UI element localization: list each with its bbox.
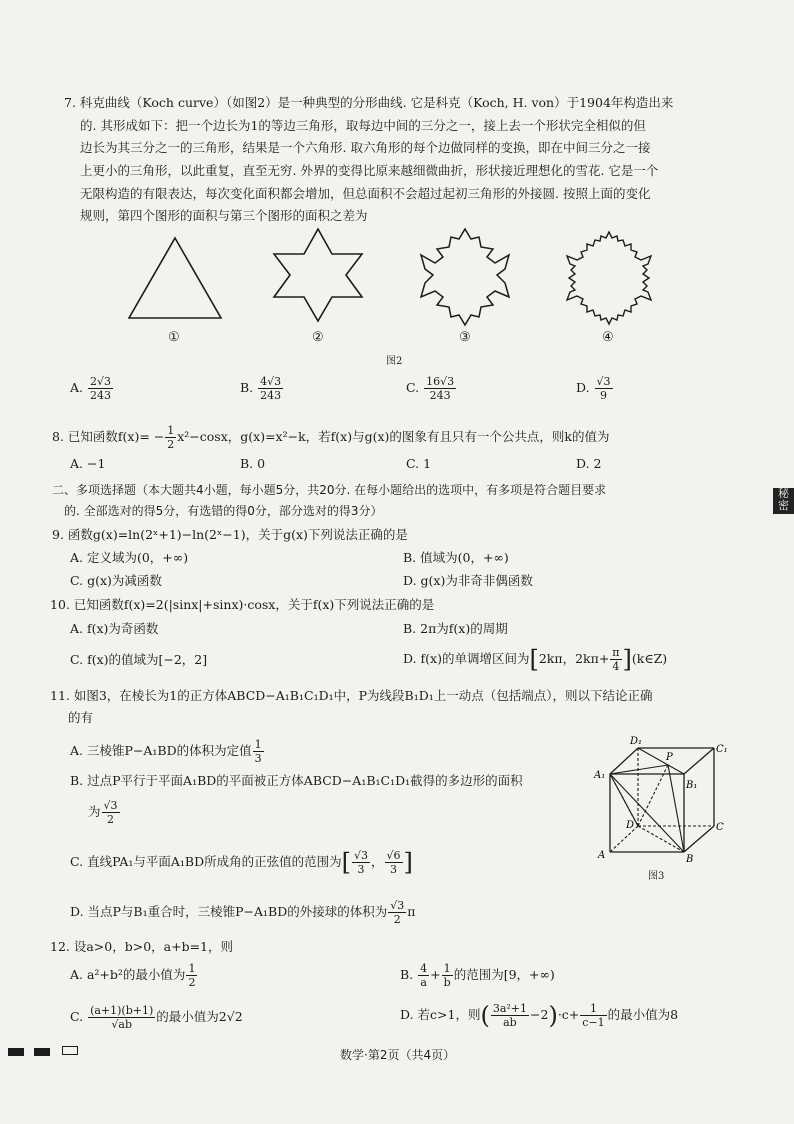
q9-option-c: C. g(x)为减函数: [70, 573, 162, 588]
q11-option-a: A. 三棱锥P−A₁BD的体积为定值 $\frac{1}{3}$: [70, 738, 262, 765]
cube-label-d: D: [626, 820, 635, 831]
q10-stem: 10. 已知函数f(x)=2(|sinx|+sinx)·cosx，关于f(x)下列说法正确的是: [50, 597, 435, 612]
q7-option-d: D. $\frac{√3}{9}$: [576, 375, 611, 402]
cube-label-c: C: [716, 822, 724, 833]
section-2-heading-line-1: 二、多项选择题（本大题共4小题，每小题5分，共20分. 在每小题给出的选项中，有多项是符合题目要求: [52, 483, 607, 497]
q11-stem-line-2: 的有: [68, 710, 94, 725]
q7-line-2: 的. 其形成如下：把一个边长为1的等边三角形，取每边中间的三分之一，接上去一个形状完全相似的但: [80, 118, 646, 133]
q7-option-c: C. $\frac{16√3}{243}$: [406, 375, 455, 402]
cube-label-b: B: [686, 854, 694, 865]
footer-mark-2: [34, 1048, 50, 1056]
q10-option-b: B. 2π为f(x)的周期: [403, 621, 508, 636]
q12-option-d: D. 若c>1，则( $\frac{\text{3a²+1}}{ab}$ −2)·c+ $\frac{1}{c-1}$ 的最小值为8: [400, 1001, 679, 1030]
q8-option-c: C. 1: [406, 456, 432, 471]
koch-figure-1: [125, 232, 225, 322]
q9-option-b: B. 值域为(0，+∞): [403, 550, 509, 565]
cube-label-b1: B₁: [686, 780, 698, 791]
q7-option-b: B. $\frac{4√3}{243}$: [240, 375, 282, 402]
q9-option-a: A. 定义域为(0，+∞): [70, 550, 189, 565]
figure-label-1: ①: [168, 330, 180, 345]
q8-option-d: D. 2: [576, 456, 602, 471]
figure-3-caption: 图3: [648, 871, 665, 882]
footer-mark-3: [62, 1046, 78, 1055]
q12-option-a: A. a²+b²的最小值为 $\frac{1}{2}$: [70, 962, 196, 989]
figure-2-caption: 图2: [386, 356, 403, 367]
q10-option-d: D. f(x)的单调增区间为[2kπ，2kπ+ $\frac{\pi}{4}$ ](k∈Z): [403, 645, 668, 674]
q12-option-b: B. $\frac{4}{a}$ + $\frac{1}{b}$ 的范围为[9，+∞): [400, 962, 555, 989]
q9-stem: 9. 函数g(x)=ln(2ˣ+1)−ln(2ˣ−1)，关于g(x)下列说法正确的是: [52, 527, 408, 542]
page-footer: 数学·第2页（共4页）: [340, 1048, 456, 1062]
q9-option-d: D. g(x)为非奇非偶函数: [403, 573, 533, 588]
q7-option-a: A. $\frac{2√3}{243}$: [70, 375, 112, 402]
q8-stem: 8. 已知函数f(x)= − $\frac{1}{2}$ x²−cosx，g(x)=x²−k，若f(x)与g(x)的图象有且只有一个公共点，则k的值为: [52, 424, 610, 451]
koch-figure-4: [557, 226, 661, 330]
q10-option-c: C. f(x)的值域为[−2，2]: [70, 652, 208, 667]
q11-option-c: C. 直线PA₁与平面A₁BD所成角的正弦值的范围为[ $\frac{√3}{3}$ ， $\frac{√6}{3}$ ]: [70, 848, 413, 877]
figure-label-4: ④: [602, 330, 614, 345]
koch-figure-3: [413, 225, 517, 329]
q10-option-a: A. f(x)为奇函数: [70, 621, 159, 636]
section-2-heading-line-2: 的. 全部选对的得5分，有选错的得0分，部分选对的得3分）: [64, 504, 383, 518]
cube-figure: [592, 732, 732, 882]
figure-label-3: ③: [459, 330, 471, 345]
footer-mark-1: [8, 1048, 24, 1056]
q12-stem: 12. 设a>0，b>0，a+b=1，则: [50, 939, 234, 954]
q8-option-b: B. 0: [240, 456, 266, 471]
q12-option-c: C. $\frac{(a+1)(b+1)}{√ab}$ 的最小值为2√2: [70, 1004, 243, 1031]
confidential-side-tab: 秘密: [773, 488, 794, 514]
q7-line-5: 无限构造的有限表达，每次变化面积都会增加，但总面积不会超过起初三角形的外接圆. 按照上面的变化: [80, 186, 651, 201]
cube-label-c1: C₁: [716, 744, 728, 755]
koch-figure-2: [268, 225, 368, 325]
figure-label-2: ②: [312, 330, 324, 345]
q11-option-b-line-1: B. 过点P平行于平面A₁BD的平面被正方体ABCD−A₁B₁C₁D₁截得的多边形的面积: [70, 773, 523, 788]
q7-line-4: 上更小的三角形，以此重复，直至无穷. 外界的变得比原来越细微曲折，形状接近理想化的雪花. 它是一个: [80, 163, 659, 178]
q7-line-3: 边长为其三分之一的三角形，结果是一个六角形. 取六角形的每个边做同样的变换，即在中间三分之一接: [80, 140, 651, 155]
cube-label-a1: A₁: [594, 770, 606, 781]
q7-line-6: 规则，第四个图形的面积与第三个图形的面积之差为: [80, 208, 368, 223]
cube-label-a: A: [598, 850, 606, 861]
q11-option-b-line-2: 为 $\frac{√3}{2}$: [88, 799, 118, 826]
q8-option-a: A. −1: [70, 456, 106, 471]
q7-line-1: 7. 科克曲线（Koch curve）（如图2）是一种典型的分形曲线. 它是科克（Koch, H. von）于1904年构造出来: [64, 95, 674, 110]
q11-option-d: D. 当点P与B₁重合时，三棱锥P−A₁BD的外接球的体积为 $\frac{√3}{2}$ π: [70, 899, 416, 926]
cube-label-p: P: [666, 752, 673, 763]
cube-label-d1: D₁: [630, 736, 643, 747]
q11-stem-line-1: 11. 如图3，在棱长为1的正方体ABCD−A₁B₁C₁D₁中，P为线段B₁D₁上一动点（包括端点），则以下结论正确: [50, 688, 653, 703]
